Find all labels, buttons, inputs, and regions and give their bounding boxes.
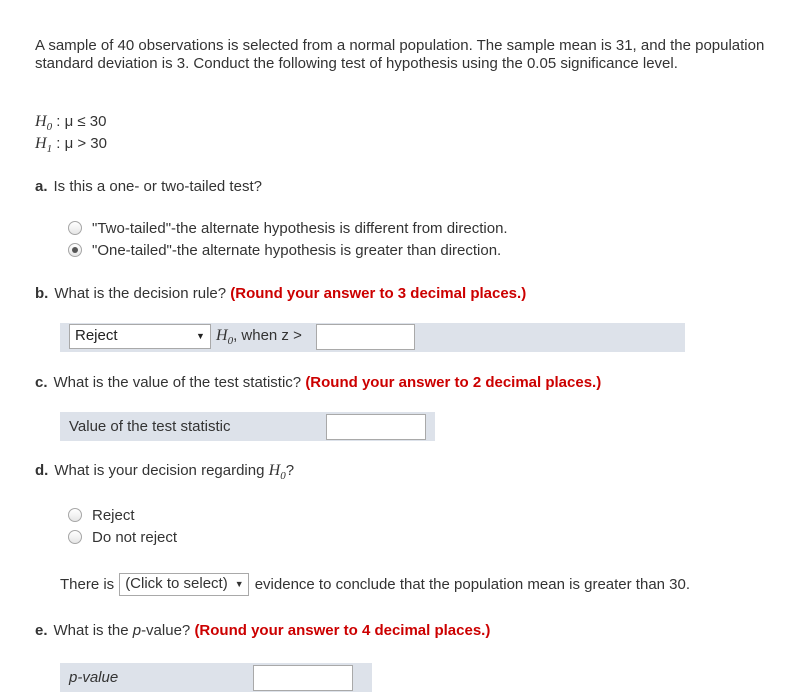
chevron-down-icon: ▼ xyxy=(196,331,205,341)
question-c xyxy=(35,374,601,391)
question-e-p: p xyxy=(132,622,142,639)
h1-text: : μ > 30 xyxy=(52,135,107,152)
radio-two-tailed[interactable] xyxy=(68,221,82,235)
option-reject-label: Reject xyxy=(92,506,135,524)
question-b xyxy=(35,285,526,302)
option-do-not-reject-label: Do not reject xyxy=(92,528,178,546)
option-one-tailed[interactable] xyxy=(68,240,501,260)
radio-one-tailed[interactable] xyxy=(68,243,82,257)
h0-symbol: H xyxy=(35,113,47,130)
radio-do-not-reject[interactable] xyxy=(68,530,82,544)
rule-condition-text: , when z > xyxy=(233,327,302,344)
question-b-instruction: (Round your answer to 3 decimal places.) xyxy=(230,285,527,302)
evidence-sentence-end: evidence to conclude that the population mean is greater than 30. xyxy=(254,576,691,593)
question-c-instruction: (Round your answer to 2 decimal places.) xyxy=(305,374,602,391)
alternate-hypothesis xyxy=(35,133,107,160)
question-e-text-end: -value? xyxy=(141,622,191,639)
h0-subscript: 0 xyxy=(46,121,53,133)
question-a-label: a. xyxy=(35,178,48,195)
evidence-sentence-start: There is xyxy=(60,576,115,593)
question-e-text: What is the xyxy=(53,622,133,639)
option-reject[interactable] xyxy=(68,505,135,525)
decision-rule-select-value: Reject xyxy=(75,327,118,344)
problem-statement: A sample of 40 observations is selected from a normal population. The sample mean is 31, and the population standard deviation is 3. Conduct the following test of hypothesis using the 0.05 significance level. xyxy=(35,37,765,72)
question-d-h-symbol: H xyxy=(268,462,281,479)
decision-rule-text xyxy=(216,327,302,347)
p-value-input[interactable] xyxy=(253,665,353,691)
h1-symbol: H xyxy=(35,135,47,152)
evidence-select[interactable] xyxy=(119,573,249,596)
question-c-label: c. xyxy=(35,374,48,391)
question-c-text: What is the value of the test statistic? xyxy=(53,374,302,391)
question-d-h-subscript: 0 xyxy=(280,470,286,482)
test-statistic-input[interactable] xyxy=(326,414,426,440)
question-a xyxy=(35,178,262,195)
rule-h-subscript: 0 xyxy=(227,335,234,347)
option-two-tailed[interactable] xyxy=(68,218,508,238)
decision-rule-select[interactable] xyxy=(69,324,211,349)
question-a-text: Is this a one- or two-tailed test? xyxy=(53,178,262,195)
h1-subscript: 1 xyxy=(46,143,53,155)
question-b-text: What is the decision rule? xyxy=(54,285,227,302)
question-b-label: b. xyxy=(35,285,49,302)
question-e xyxy=(35,622,490,639)
z-critical-input[interactable] xyxy=(316,324,415,350)
question-e-label: e. xyxy=(35,622,48,639)
h0-text: : μ ≤ 30 xyxy=(52,113,107,130)
question-d-label: d. xyxy=(35,462,49,479)
evidence-sentence xyxy=(60,573,690,596)
option-do-not-reject[interactable] xyxy=(68,527,177,547)
chevron-down-icon: ▼ xyxy=(234,579,244,589)
option-two-tailed-label: "Two-tailed"-the alternate hypothesis is different from direction. xyxy=(92,219,508,237)
rule-h-symbol: H xyxy=(216,327,228,344)
evidence-select-value: (Click to select) xyxy=(125,575,228,592)
option-one-tailed-label: "One-tailed"-the alternate hypothesis is greater than direction. xyxy=(92,241,502,259)
question-d xyxy=(35,462,294,482)
question-e-instruction: (Round your answer to 4 decimal places.) xyxy=(194,622,491,639)
question-d-mark: ? xyxy=(285,462,295,479)
test-statistic-label: Value of the test statistic xyxy=(69,418,231,435)
question-d-text: What is your decision regarding xyxy=(54,462,269,479)
radio-reject[interactable] xyxy=(68,508,82,522)
p-value-label: p-value xyxy=(69,669,119,686)
